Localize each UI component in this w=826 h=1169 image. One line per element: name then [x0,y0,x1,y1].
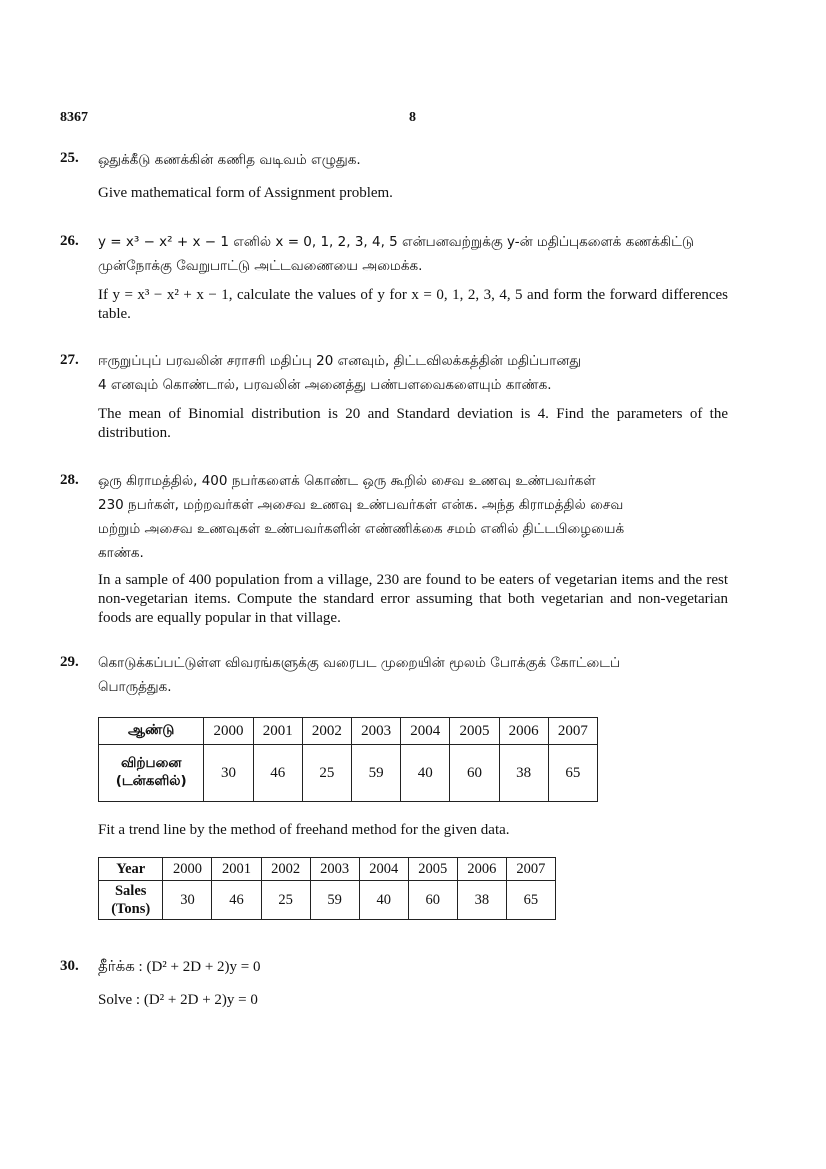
page-number: 8 [409,110,416,125]
sales-cell: 25 [302,745,351,802]
year-cell: 2005 [408,858,457,881]
year-cell: 2002 [261,858,310,881]
english-text: Fit a trend line by the method of freehand method for the given data. [98,822,510,838]
question-25 [98,148,728,203]
table-row [99,858,556,881]
row-label: Year [99,858,163,881]
sales-cell: 46 [253,745,302,802]
year-cell: 2001 [212,858,261,881]
tamil-text: ஒரு கிராமத்தில், 400 நபர்களைக் கொண்ட ஒரு கூறில் சைவ உணவு உண்பவர்கள் [98,473,596,489]
sales-table-english [98,857,556,920]
tamil-text: 4 எனவும் கொண்டால், பரவலின் அனைத்து பண்பளவைகளையும் காண்க. [98,377,552,393]
sales-cell: 38 [499,745,548,802]
tamil-text: கொடுக்கப்பட்டுள்ள விவரங்களுக்கு வரைபட முறையின் மூலம் போக்குக் கோட்டைப் [98,655,621,671]
year-cell: 2001 [253,718,302,745]
row-label [99,881,163,920]
question-number: 30. [60,958,79,974]
question-number: 25. [60,150,79,166]
sales-cell: 65 [506,881,555,920]
label-line: (Tons) [111,901,151,917]
tamil-text: ஈருறுப்புப் பரவலின் சராசரி மதிப்பு 20 எனவும், திட்டவிலக்கத்தின் மதிப்பானது [98,353,582,369]
tamil-text: முன்நோக்கு வேறுபாட்டு அட்டவணையை அமைக்க. [98,258,423,274]
sales-cell: 30 [163,881,212,920]
english-text: The mean of Binomial distribution is 20 and Standard deviation is 4. Find the parameters of the distribution. [98,406,728,441]
question-26 [98,230,728,324]
english-text: Give mathematical form of Assignment problem. [98,185,393,201]
english-text: Solve : (D² + 2D + 2)y = 0 [98,992,258,1008]
label-line: விற்பனை [120,755,182,771]
year-cell: 2004 [401,718,450,745]
sales-cell: 59 [310,881,359,920]
sales-cell: 40 [359,881,408,920]
year-cell: 2003 [310,858,359,881]
year-cell: 2003 [351,718,400,745]
label-line: (டன்களில்) [115,773,187,789]
year-cell: 2000 [204,718,253,745]
sales-cell: 46 [212,881,261,920]
sales-cell: 40 [401,745,450,802]
table-row [99,745,598,802]
year-cell: 2007 [506,858,555,881]
table-row [99,718,598,745]
year-cell: 2004 [359,858,408,881]
sales-cell: 59 [351,745,400,802]
year-cell: 2006 [499,718,548,745]
question-number: 26. [60,233,79,249]
sales-cell: 38 [457,881,506,920]
sales-cell: 30 [204,745,253,802]
year-cell: 2005 [450,718,499,745]
tamil-text: தீர்க்க : (D² + 2D + 2)y = 0 [98,959,261,975]
question-29 [98,651,728,699]
label-line: Sales [114,883,147,899]
question-27 [98,349,728,443]
row-label: ஆண்டு [99,718,204,745]
question-number: 29. [60,654,79,670]
table-row [99,881,556,920]
tamil-text: ஒதுக்கீடு கணக்கின் கணித வடிவம் எழுதுக. [98,152,361,168]
sales-cell: 25 [261,881,310,920]
year-cell: 2007 [548,718,597,745]
row-label [99,745,204,802]
sales-cell: 60 [408,881,457,920]
paper-code: 8367 [60,110,88,125]
question-30 [98,955,728,1010]
tamil-text: 230 நபர்கள், மற்றவர்கள் அசைவ உணவு உண்பவர்கள் என்க. அந்த கிராமத்தில் சைவ [98,497,624,513]
english-text: In a sample of 400 population from a village, 230 are found to be eaters of vegetarian items and the rest non-vegetarian items. Compute the standard error assuming that both vegetarian and non-vegetarian foods are equally popular in that village. [98,572,728,626]
english-text: If y = x³ − x² + x − 1, calculate the values of y for x = 0, 1, 2, 3, 4, 5 and form the forward differences table. [98,287,728,322]
question-number: 27. [60,352,79,368]
sales-table-tamil [98,717,598,802]
sales-cell: 65 [548,745,597,802]
question-number: 28. [60,472,79,488]
question-28 [98,469,728,628]
year-cell: 2002 [302,718,351,745]
tamil-text: பொருத்துக. [98,679,172,695]
year-cell: 2000 [163,858,212,881]
year-cell: 2006 [457,858,506,881]
sales-cell: 60 [450,745,499,802]
tamil-text: காண்க. [98,545,144,561]
tamil-text: மற்றும் அசைவ உணவுகள் உண்பவர்களின் எண்ணிக்கை சமம் எனில் திட்டபிழையைக் [98,521,625,537]
tamil-text: y = x³ − x² + x − 1 எனில் x = 0, 1, 2, 3, 4, 5 என்பனவற்றுக்கு y-ன் மதிப்புகளைக் கணக்கிட்டு [98,234,694,250]
